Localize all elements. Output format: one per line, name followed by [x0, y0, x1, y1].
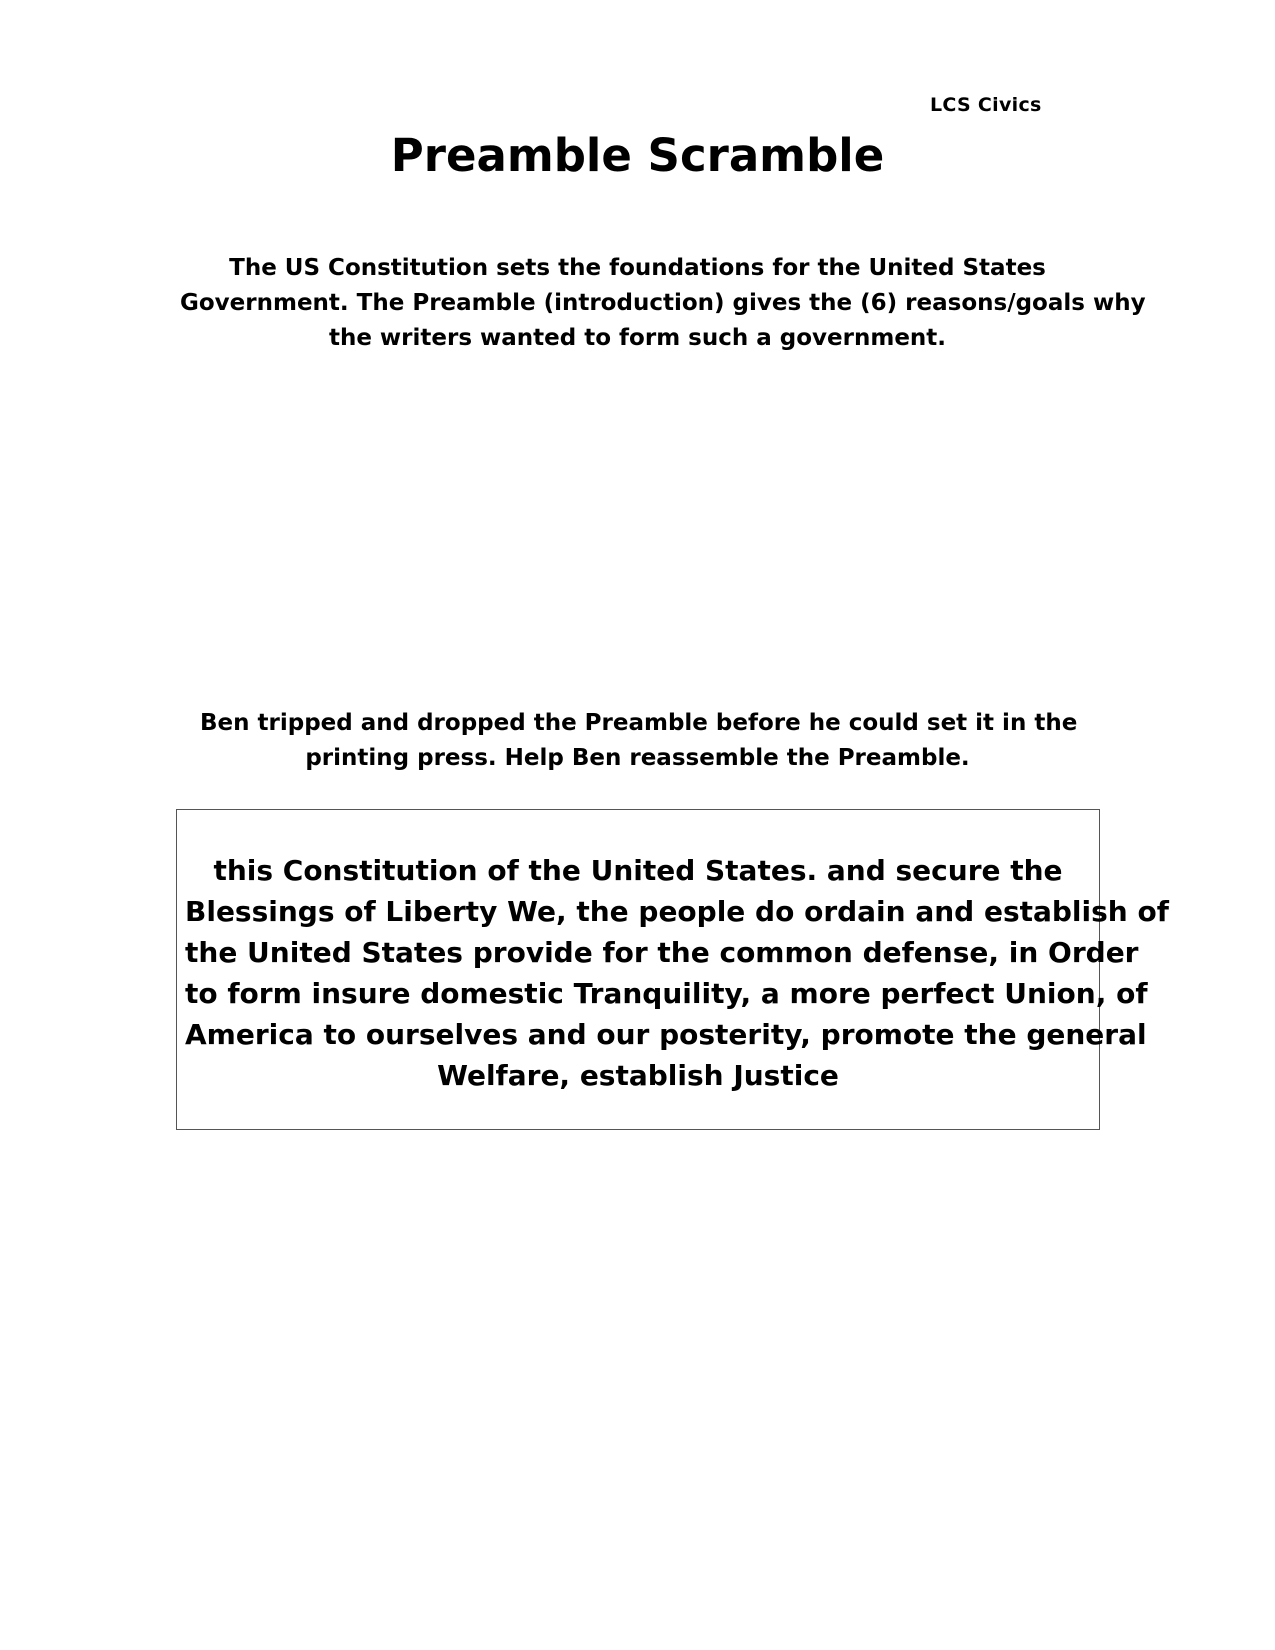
intro-paragraph — [180, 251, 1146, 356]
scramble-line: America to ourselves and our posterity, promote the general — [185, 1018, 1147, 1051]
intro-line: the writers wanted to form such a government. — [328, 325, 947, 351]
scramble-line: to form insure domestic Tranquility, a more perfect Union, of — [185, 977, 1148, 1010]
scramble-line: Welfare, establish Justice — [437, 1059, 839, 1092]
page-title: Preamble Scramble — [390, 129, 885, 182]
scramble-box — [176, 809, 1169, 1130]
scrambled-preamble-text — [185, 850, 1169, 1096]
course-label: LCS Civics — [930, 94, 1042, 116]
instructions-line: Ben tripped and dropped the Preamble before he could set it in the — [200, 710, 1078, 736]
intro-line: The US Constitution sets the foundations for the United States — [229, 255, 1046, 281]
scramble-line: Blessings of Liberty We, the people do ordain and establish of — [185, 895, 1169, 928]
intro-line: Government. The Preamble (introduction) gives the (6) reasons/goals why — [180, 290, 1146, 316]
instructions-line: printing press. Help Ben reassemble the Preamble. — [305, 745, 970, 771]
scramble-line: this Constitution of the United States. and secure the — [213, 854, 1063, 887]
instructions-paragraph — [200, 706, 1078, 776]
scramble-line: the United States provide for the common defense, in Order — [185, 936, 1139, 969]
